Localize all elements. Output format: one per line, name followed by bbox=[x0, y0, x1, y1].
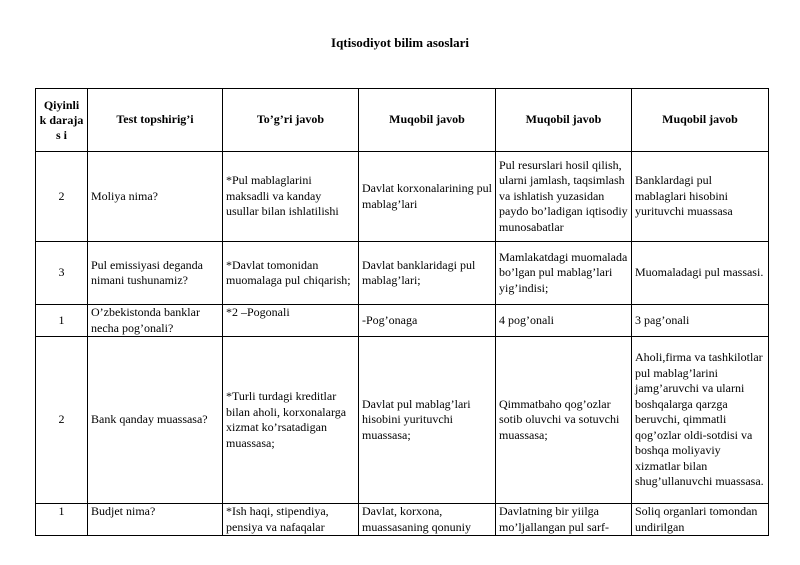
question-cell: O’zbekistonda banklar necha pog’onali? bbox=[88, 305, 223, 337]
question-cell: Bank qanday muassasa? bbox=[88, 337, 223, 504]
alternative-answer-cell: Aholi,firma va tashkilotlar pul mablag’larini jamg’aruvchi va ularni boshqalarga qarzga beruvchi, qimmatli qog’ozlar oldi-sotdisi va boshqa moliyaviy xizmatlar bilan shug’ullanuvchi muassasa. bbox=[632, 337, 769, 504]
table-header-row bbox=[36, 89, 769, 152]
question-cell: Budjet nima? bbox=[88, 504, 223, 536]
correct-answer-cell: *Ish haqi, stipendiya, pensiya va nafaqalar bbox=[223, 504, 359, 536]
header-question: Test topshirig’i bbox=[88, 89, 223, 152]
level-cell: 1 bbox=[36, 305, 88, 337]
alternative-answer-cell: Davlatning bir yiilga mo’ljallangan pul sarf- bbox=[496, 504, 632, 536]
test-table bbox=[35, 88, 769, 536]
level-cell: 3 bbox=[36, 242, 88, 305]
alternative-answer-cell: Pul resurslari hosil qilish, ularni jamlash, taqsimlash va ishlatish yuzasidan paydo bo’ladigan iqtisodiy munosabatlar bbox=[496, 152, 632, 242]
alternative-answer-cell: Soliq organlari tomondan undirilgan bbox=[632, 504, 769, 536]
alternative-answer-cell: Davlat pul mablag’lari hisobini yurituvchi muassasa; bbox=[359, 337, 496, 504]
alternative-answer-cell: Banklardagi pul mablaglari hisobini yurituvchi muassasa bbox=[632, 152, 769, 242]
alternative-answer-cell: 4 pog’onali bbox=[496, 305, 632, 337]
alternative-answer-cell: Qimmatbaho qog’ozlar sotib oluvchi va sotuvchi muassasa; bbox=[496, 337, 632, 504]
alternative-answer-cell: Davlat banklaridagi pul mablag’lari; bbox=[359, 242, 496, 305]
alternative-answer-cell: Davlat, korxona, muassasaning qonuniy bbox=[359, 504, 496, 536]
header-alternative-2: Muqobil javob bbox=[496, 89, 632, 152]
header-alternative-3: Muqobil javob bbox=[632, 89, 769, 152]
correct-answer-cell: *2 –Pogonali bbox=[223, 305, 359, 337]
alternative-answer-cell: Davlat korxonalarining pul mablag’lari bbox=[359, 152, 496, 242]
correct-answer-cell: *Davlat tomonidan muomalaga pul chiqarish; bbox=[223, 242, 359, 305]
correct-answer-cell: *Pul mablaglarini maksadli va kanday usullar bilan ishlatilishi bbox=[223, 152, 359, 242]
header-correct: To’g’ri javob bbox=[223, 89, 359, 152]
table-row bbox=[36, 504, 769, 536]
alternative-answer-cell: Muomaladagi pul massasi. bbox=[632, 242, 769, 305]
table-row bbox=[36, 152, 769, 242]
level-cell: 2 bbox=[36, 337, 88, 504]
table-row bbox=[36, 305, 769, 337]
header-level: Qiyinli k darajas i bbox=[36, 89, 88, 152]
alternative-answer-cell: Mamlakatdagi muomalada bo’lgan pul mablag’lari yig’indisi; bbox=[496, 242, 632, 305]
question-cell: Pul emissiyasi deganda nimani tushunamiz? bbox=[88, 242, 223, 305]
table-row bbox=[36, 337, 769, 504]
document-title: Iqtisodiyot bilim asoslari bbox=[331, 35, 469, 50]
question-cell: Moliya nima? bbox=[88, 152, 223, 242]
level-cell: 1 bbox=[36, 504, 88, 536]
correct-answer-cell: *Turli turdagi kreditlar bilan aholi, korxonalarga xizmat ko’rsatadigan muassasa; bbox=[223, 337, 359, 504]
alternative-answer-cell: -Pog’onaga bbox=[359, 305, 496, 337]
table-row bbox=[36, 242, 769, 305]
alternative-answer-cell: 3 pag’onali bbox=[632, 305, 769, 337]
header-alternative-1: Muqobil javob bbox=[359, 89, 496, 152]
level-cell: 2 bbox=[36, 152, 88, 242]
